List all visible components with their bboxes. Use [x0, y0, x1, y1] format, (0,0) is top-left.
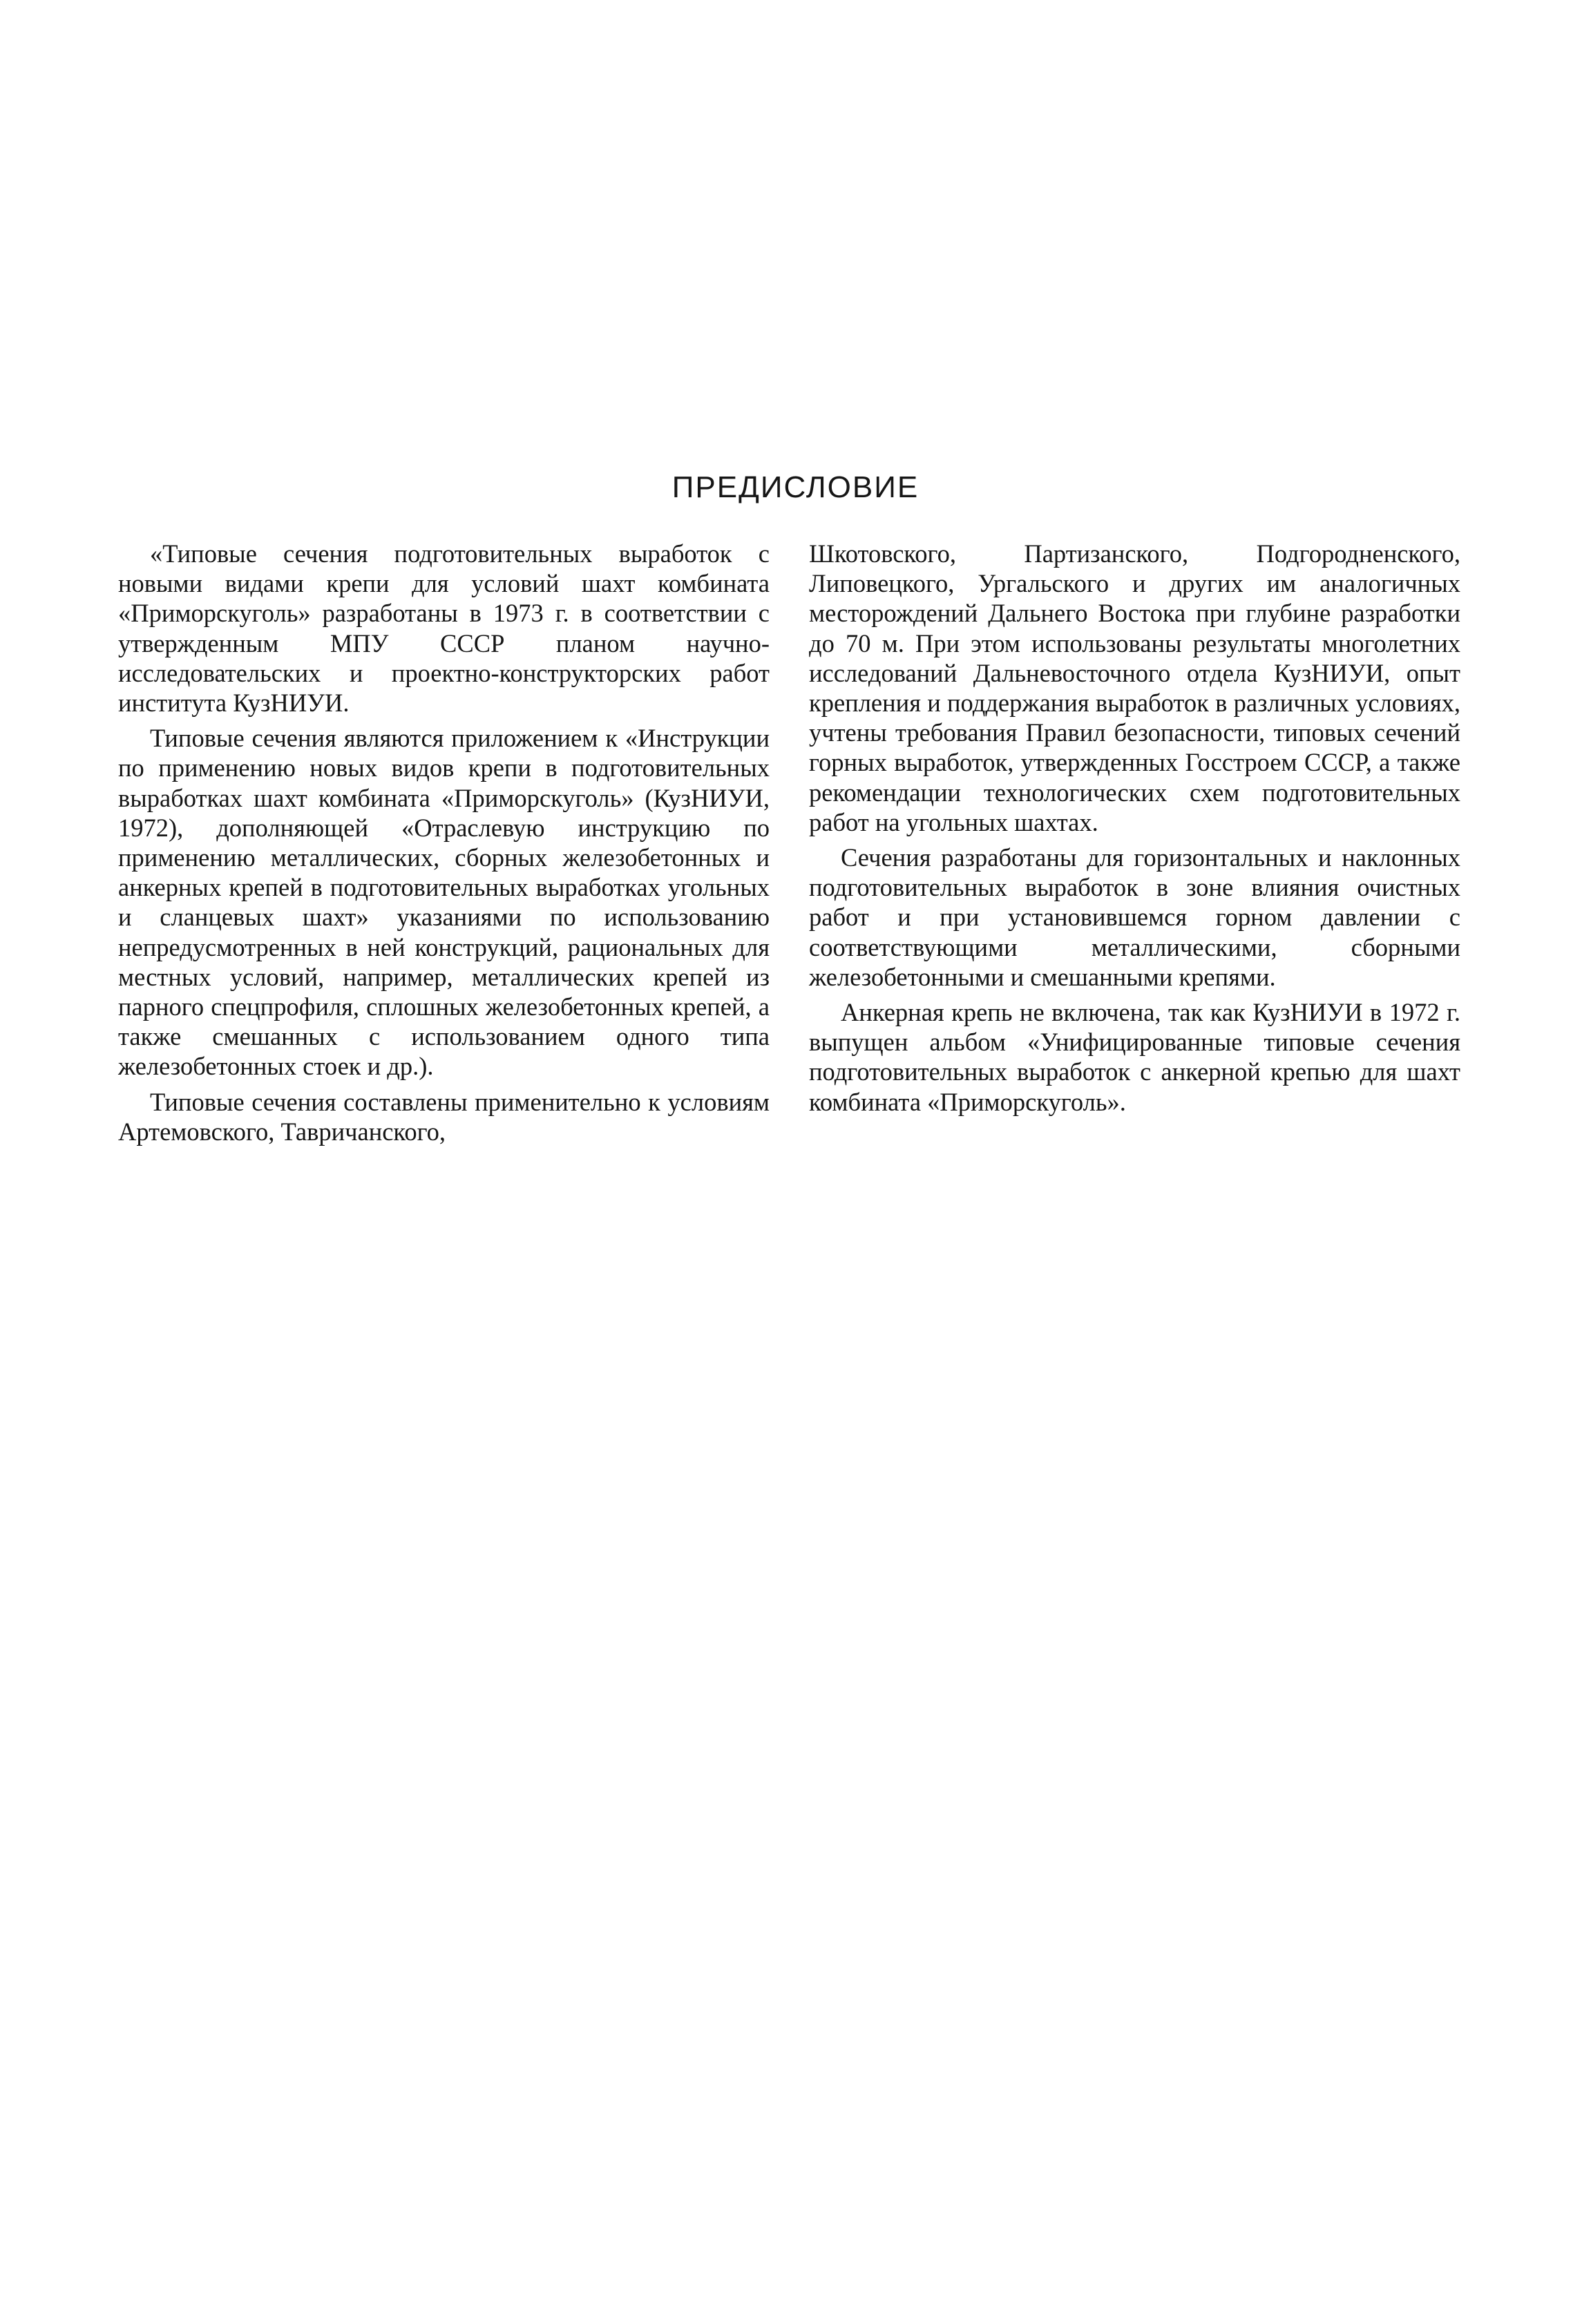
paragraph-conditions: Типовые сечения составлены применительно к условиям Артемовского, Тавричанского, [118, 1087, 770, 1146]
page-title: ПРЕДИСЛОВИЕ [671, 470, 920, 504]
right-text-column [809, 539, 1460, 1122]
paragraph-sections-scope: Сечения разработаны для горизонтальных и наклонных подготовительных выработок в зоне влияния очистных работ и при установившемся горном давлении с соответствующими металлическими, сборными железобетонными и смешанными крепями. [809, 843, 1460, 991]
paragraph-conditions-continued: Шкотовского, Партизанского, Подгородненского, Липовецкого, Ургальского и других им аналогичных месторождений Дальнего Востока при глубине разработки до 70 м. При этом использованы результаты многолетних исследований Дальневосточного отдела КузНИУИ, опыт крепления и поддержания выработок в различных условиях, учтены требования Правил безопасности, типовых сечений горных выработок, утвержденных Госстроем СССР, а также рекомендации технологических схем подготовительных работ на угольных шахтах. [809, 539, 1460, 836]
paragraph-intro: «Типовые сечения подготовительных выработок с новыми видами крепи для условий шахт комбината «Приморскуголь» разработаны в 1973 г. в соответствии с утвержденным МПУ СССР планом научно-исследовательских и проектно-конструкторских работ института КузНИУИ. [118, 539, 770, 718]
paragraph-appendix: Типовые сечения являются приложением к «Инструкции по применению новых видов крепи в подготовительных выработках шахт комбината «Приморскуголь» (КузНИУИ, 1972), дополняющей «Отраслевую инструкцию по применению металлических, сборных железобетонных и анкерных крепей в подготовительных выработках угольных и сланцевых шахт» указаниями по использованию непредусмотренных в ней конструкций, рациональных для местных условий, например, металлических крепей из парного спецпрофиля, сплошных железобетонных крепей, а также смешанных с использованием одного типа железобетонных стоек и др.). [118, 724, 770, 1081]
paragraph-anchor-support: Анкерная крепь не включена, так как КузНИУИ в 1972 г. выпущен альбом «Унифицированные типовые сечения подготовительных выработок с анкерной крепью для шахт комбината «Приморскуголь». [809, 998, 1460, 1116]
left-text-column [118, 539, 770, 1152]
